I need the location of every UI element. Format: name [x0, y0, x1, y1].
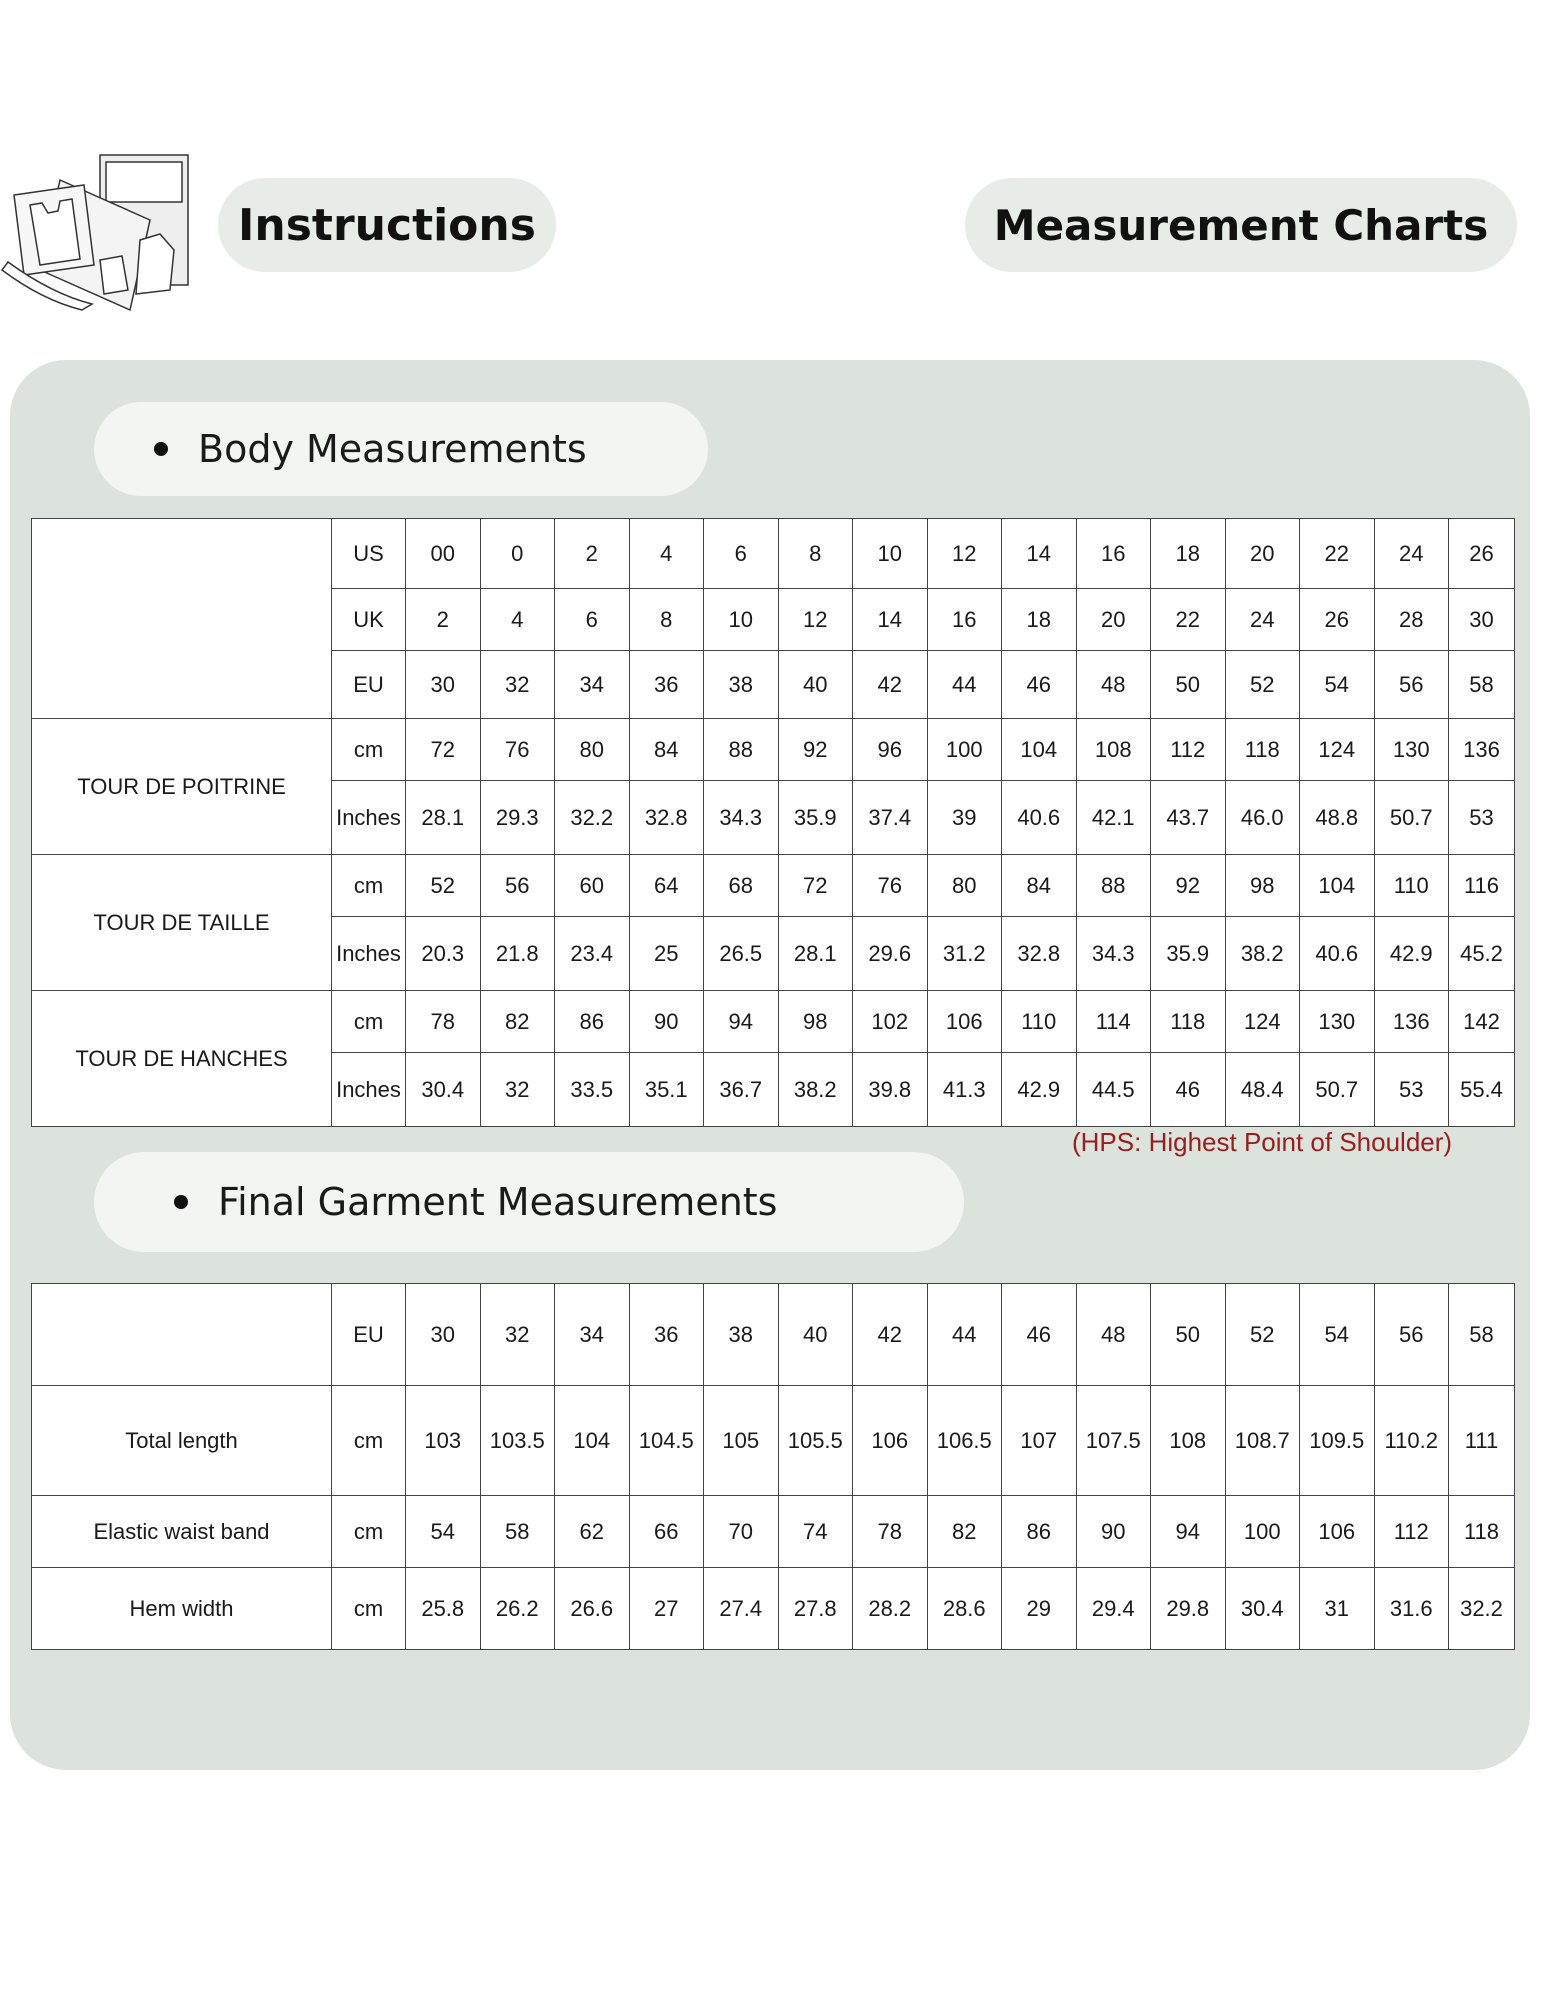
measurement-value-cell: 35.1 [629, 1053, 704, 1127]
measurement-value-cell: 96 [853, 719, 928, 781]
measurement-value-cell: 32.8 [629, 781, 704, 855]
garment-value-cell: 107 [1002, 1386, 1077, 1496]
measurement-value-cell: 116 [1449, 855, 1515, 917]
size-value-cell: 28 [1374, 589, 1449, 651]
size-value-cell: 26 [1449, 519, 1515, 589]
body-measurements-table [31, 518, 1515, 1127]
size-value-cell: 44 [927, 1284, 1002, 1386]
size-value-cell: 24 [1374, 519, 1449, 589]
garment-value-cell: 103 [406, 1386, 481, 1496]
bullet-icon [154, 442, 168, 456]
garment-value-cell: 26.2 [480, 1568, 555, 1650]
hps-note: (HPS: Highest Point of Shoulder) [1072, 1127, 1453, 1157]
measurement-value-cell: 88 [704, 719, 779, 781]
measurement-value-cell: 28.1 [406, 781, 481, 855]
size-value-cell: 36 [629, 651, 704, 719]
garment-value-cell: 104.5 [629, 1386, 704, 1496]
unit-label: cm [332, 719, 406, 781]
final-garment-title: Final Garment Measurements [218, 1180, 778, 1224]
size-system-label: EU [332, 651, 406, 719]
measurement-value-cell: 44.5 [1076, 1053, 1151, 1127]
size-value-cell: 20 [1225, 519, 1300, 589]
garment-value-cell: 86 [1002, 1496, 1077, 1568]
garment-value-cell: 106 [853, 1386, 928, 1496]
garment-value-cell: 106.5 [927, 1386, 1002, 1496]
garment-value-cell: 32.2 [1449, 1568, 1515, 1650]
garment-measurement-label: Elastic waist band [32, 1496, 332, 1568]
size-value-cell: 14 [1002, 519, 1077, 589]
size-value-cell: 10 [853, 519, 928, 589]
size-value-cell: 56 [1374, 1284, 1449, 1386]
garment-value-cell: 26.6 [555, 1568, 630, 1650]
body-measurements-title: Body Measurements [198, 427, 587, 471]
size-value-cell: 30 [406, 651, 481, 719]
measurement-value-cell: 90 [629, 991, 704, 1053]
measurement-value-cell: 31.2 [927, 917, 1002, 991]
garment-value-cell: 109.5 [1300, 1386, 1375, 1496]
measurement-value-cell: 38.2 [778, 1053, 853, 1127]
measurement-value-cell: 23.4 [555, 917, 630, 991]
size-value-cell: 34 [555, 1284, 630, 1386]
garment-value-cell: 29 [1002, 1568, 1077, 1650]
measurement-value-cell: 124 [1225, 991, 1300, 1053]
unit-label: Inches [332, 917, 406, 991]
bullet-icon [174, 1195, 188, 1209]
garment-value-cell: 110.2 [1374, 1386, 1449, 1496]
measurement-label: TOUR DE TAILLE [32, 855, 332, 991]
size-value-cell: 24 [1225, 589, 1300, 651]
size-value-cell: 52 [1225, 651, 1300, 719]
garment-value-cell: 106 [1300, 1496, 1375, 1568]
measurement-value-cell: 124 [1300, 719, 1375, 781]
garment-value-cell: 30.4 [1225, 1568, 1300, 1650]
garment-value-cell: 70 [704, 1496, 779, 1568]
size-value-cell: 6 [555, 589, 630, 651]
measurement-value-cell: 84 [1002, 855, 1077, 917]
unit-label: cm [332, 1496, 406, 1568]
measurement-value-cell: 76 [480, 719, 555, 781]
size-value-cell: 40 [778, 1284, 853, 1386]
size-value-cell: 32 [480, 651, 555, 719]
garment-value-cell: 28.6 [927, 1568, 1002, 1650]
size-value-cell: 50 [1151, 651, 1226, 719]
garment-value-cell: 62 [555, 1496, 630, 1568]
size-value-cell: 38 [704, 651, 779, 719]
unit-label: cm [332, 991, 406, 1053]
measurement-value-cell: 28.1 [778, 917, 853, 991]
instructions-title: Instructions [218, 178, 556, 272]
measurement-value-cell: 84 [629, 719, 704, 781]
measurement-value-cell: 20.3 [406, 917, 481, 991]
measurement-value-cell: 29.3 [480, 781, 555, 855]
size-value-cell: 10 [704, 589, 779, 651]
measurement-value-cell: 43.7 [1151, 781, 1226, 855]
measurement-value-cell: 72 [406, 719, 481, 781]
measurement-value-cell: 37.4 [853, 781, 928, 855]
garment-value-cell: 103.5 [480, 1386, 555, 1496]
size-value-cell: 38 [704, 1284, 779, 1386]
size-value-cell: 44 [927, 651, 1002, 719]
garment-value-cell: 74 [778, 1496, 853, 1568]
measurement-value-cell: 108 [1076, 719, 1151, 781]
garment-value-cell: 107.5 [1076, 1386, 1151, 1496]
garment-value-cell: 82 [927, 1496, 1002, 1568]
measurement-value-cell: 35.9 [778, 781, 853, 855]
measurement-value-cell: 82 [480, 991, 555, 1053]
garment-value-cell: 31.6 [1374, 1568, 1449, 1650]
measurement-value-cell: 39 [927, 781, 1002, 855]
garment-row [32, 1386, 1515, 1496]
unit-label: cm [332, 1568, 406, 1650]
measurement-value-cell: 30.4 [406, 1053, 481, 1127]
measurement-value-cell: 45.2 [1449, 917, 1515, 991]
measurement-value-cell: 42.9 [1374, 917, 1449, 991]
measurement-value-cell: 38.2 [1225, 917, 1300, 991]
measurement-value-cell: 94 [704, 991, 779, 1053]
final-garment-table [31, 1283, 1515, 1650]
unit-label: Inches [332, 781, 406, 855]
garment-value-cell: 25.8 [406, 1568, 481, 1650]
size-value-cell: 48 [1076, 1284, 1151, 1386]
size-value-cell: 52 [1225, 1284, 1300, 1386]
garment-value-cell: 29.8 [1151, 1568, 1226, 1650]
measurement-value-cell: 46 [1151, 1053, 1226, 1127]
measurement-value-cell: 42.1 [1076, 781, 1151, 855]
measurement-value-cell: 110 [1374, 855, 1449, 917]
size-value-cell: 00 [406, 519, 481, 589]
size-value-cell: 36 [629, 1284, 704, 1386]
garment-value-cell: 78 [853, 1496, 928, 1568]
garment-value-cell: 105.5 [778, 1386, 853, 1496]
measurement-value-cell: 32.2 [555, 781, 630, 855]
garment-value-cell: 104 [555, 1386, 630, 1496]
measurement-value-cell: 40.6 [1300, 917, 1375, 991]
body-measurements-heading [94, 402, 708, 496]
measurement-value-cell: 110 [1002, 991, 1077, 1053]
size-value-cell: 22 [1151, 589, 1226, 651]
measurement-value-cell: 104 [1300, 855, 1375, 917]
measurement-value-cell: 50.7 [1374, 781, 1449, 855]
blank-corner-cell [32, 519, 332, 719]
garment-value-cell: 27.8 [778, 1568, 853, 1650]
measurement-value-cell: 114 [1076, 991, 1151, 1053]
size-value-cell: 0 [480, 519, 555, 589]
size-value-cell: 34 [555, 651, 630, 719]
measurement-value-cell: 60 [555, 855, 630, 917]
size-value-cell: 54 [1300, 651, 1375, 719]
size-value-cell: 26 [1300, 589, 1375, 651]
size-value-cell: 46 [1002, 1284, 1077, 1386]
measurement-value-cell: 40.6 [1002, 781, 1077, 855]
size-value-cell: 30 [406, 1284, 481, 1386]
garment-value-cell: 94 [1151, 1496, 1226, 1568]
garment-value-cell: 108 [1151, 1386, 1226, 1496]
measurement-value-cell: 25 [629, 917, 704, 991]
blank-corner-cell [32, 1284, 332, 1386]
garment-measurement-label: Hem width [32, 1568, 332, 1650]
measurement-value-cell: 35.9 [1151, 917, 1226, 991]
size-row-us [32, 519, 1515, 589]
size-value-cell: 4 [480, 589, 555, 651]
size-value-cell: 18 [1002, 589, 1077, 651]
garment-value-cell: 28.2 [853, 1568, 928, 1650]
size-value-cell: 6 [704, 519, 779, 589]
garment-value-cell: 31 [1300, 1568, 1375, 1650]
measurement-value-cell: 142 [1449, 991, 1515, 1053]
measurement-value-cell: 80 [555, 719, 630, 781]
measurement-value-cell: 52 [406, 855, 481, 917]
measurement-value-cell: 88 [1076, 855, 1151, 917]
measurement-value-cell: 112 [1151, 719, 1226, 781]
size-value-cell: 42 [853, 1284, 928, 1386]
measurement-value-cell: 106 [927, 991, 1002, 1053]
size-value-cell: 48 [1076, 651, 1151, 719]
measurement-value-cell: 34.3 [704, 781, 779, 855]
garment-value-cell: 54 [406, 1496, 481, 1568]
measurement-value-cell: 80 [927, 855, 1002, 917]
final-garment-heading [94, 1152, 964, 1252]
measurement-value-cell: 39.8 [853, 1053, 928, 1127]
size-value-cell: 4 [629, 519, 704, 589]
measurement-value-cell: 46.0 [1225, 781, 1300, 855]
measurement-value-cell: 76 [853, 855, 928, 917]
size-value-cell: 30 [1449, 589, 1515, 651]
measurement-value-cell: 33.5 [555, 1053, 630, 1127]
measurement-value-cell: 41.3 [927, 1053, 1002, 1127]
size-value-cell: 8 [778, 519, 853, 589]
garment-value-cell: 90 [1076, 1496, 1151, 1568]
measurement-value-cell: 55.4 [1449, 1053, 1515, 1127]
measurement-value-cell: 118 [1225, 719, 1300, 781]
size-value-cell: 46 [1002, 651, 1077, 719]
measurement-value-cell: 21.8 [480, 917, 555, 991]
eu-size-row [32, 1284, 1515, 1386]
size-value-cell: 2 [406, 589, 481, 651]
measurement-row [32, 855, 1515, 917]
size-value-cell: 14 [853, 589, 928, 651]
size-value-cell: 8 [629, 589, 704, 651]
garment-value-cell: 58 [480, 1496, 555, 1568]
pattern-pieces-logo [0, 150, 200, 320]
garment-value-cell: 27 [629, 1568, 704, 1650]
size-value-cell: 58 [1449, 1284, 1515, 1386]
garment-value-cell: 105 [704, 1386, 779, 1496]
unit-label: cm [332, 855, 406, 917]
measurement-label: TOUR DE HANCHES [32, 991, 332, 1127]
size-value-cell: 58 [1449, 651, 1515, 719]
measurement-value-cell: 29.6 [853, 917, 928, 991]
measurement-value-cell: 72 [778, 855, 853, 917]
measurement-value-cell: 48.8 [1300, 781, 1375, 855]
measurement-value-cell: 118 [1151, 991, 1226, 1053]
size-value-cell: 40 [778, 651, 853, 719]
garment-row [32, 1496, 1515, 1568]
size-value-cell: 56 [1374, 651, 1449, 719]
measurement-value-cell: 68 [704, 855, 779, 917]
size-value-cell: 32 [480, 1284, 555, 1386]
measurement-value-cell: 86 [555, 991, 630, 1053]
garment-value-cell: 27.4 [704, 1568, 779, 1650]
measurement-value-cell: 130 [1374, 719, 1449, 781]
measurement-value-cell: 102 [853, 991, 928, 1053]
measurement-value-cell: 42.9 [1002, 1053, 1077, 1127]
measurement-value-cell: 32 [480, 1053, 555, 1127]
measurement-value-cell: 136 [1374, 991, 1449, 1053]
measurement-row [32, 991, 1515, 1053]
garment-value-cell: 118 [1449, 1496, 1515, 1568]
size-value-cell: 16 [1076, 519, 1151, 589]
measurement-value-cell: 78 [406, 991, 481, 1053]
garment-value-cell: 111 [1449, 1386, 1515, 1496]
measurement-value-cell: 100 [927, 719, 1002, 781]
size-value-cell: 16 [927, 589, 1002, 651]
measurement-charts-title: Measurement Charts [965, 178, 1517, 272]
unit-label: Inches [332, 1053, 406, 1127]
size-system-label: EU [332, 1284, 406, 1386]
measurement-value-cell: 26.5 [704, 917, 779, 991]
measurement-value-cell: 92 [778, 719, 853, 781]
measurement-value-cell: 98 [778, 991, 853, 1053]
size-system-label: UK [332, 589, 406, 651]
size-value-cell: 18 [1151, 519, 1226, 589]
size-value-cell: 42 [853, 651, 928, 719]
garment-row [32, 1568, 1515, 1650]
measurement-value-cell: 130 [1300, 991, 1375, 1053]
measurement-value-cell: 50.7 [1300, 1053, 1375, 1127]
size-system-label: US [332, 519, 406, 589]
measurement-value-cell: 53 [1374, 1053, 1449, 1127]
garment-measurement-label: Total length [32, 1386, 332, 1496]
garment-value-cell: 108.7 [1225, 1386, 1300, 1496]
size-value-cell: 12 [927, 519, 1002, 589]
measurement-value-cell: 36.7 [704, 1053, 779, 1127]
measurement-label: TOUR DE POITRINE [32, 719, 332, 855]
size-value-cell: 12 [778, 589, 853, 651]
measurement-value-cell: 48.4 [1225, 1053, 1300, 1127]
size-value-cell: 2 [555, 519, 630, 589]
garment-value-cell: 100 [1225, 1496, 1300, 1568]
garment-value-cell: 112 [1374, 1496, 1449, 1568]
measurement-value-cell: 53 [1449, 781, 1515, 855]
garment-value-cell: 29.4 [1076, 1568, 1151, 1650]
size-value-cell: 50 [1151, 1284, 1226, 1386]
measurement-value-cell: 56 [480, 855, 555, 917]
measurement-value-cell: 34.3 [1076, 917, 1151, 991]
measurement-value-cell: 136 [1449, 719, 1515, 781]
measurement-row [32, 719, 1515, 781]
size-value-cell: 20 [1076, 589, 1151, 651]
measurement-value-cell: 98 [1225, 855, 1300, 917]
measurement-value-cell: 64 [629, 855, 704, 917]
size-value-cell: 54 [1300, 1284, 1375, 1386]
measurement-value-cell: 92 [1151, 855, 1226, 917]
unit-label: cm [332, 1386, 406, 1496]
garment-value-cell: 66 [629, 1496, 704, 1568]
measurement-value-cell: 32.8 [1002, 917, 1077, 991]
size-value-cell: 22 [1300, 519, 1375, 589]
measurement-value-cell: 104 [1002, 719, 1077, 781]
